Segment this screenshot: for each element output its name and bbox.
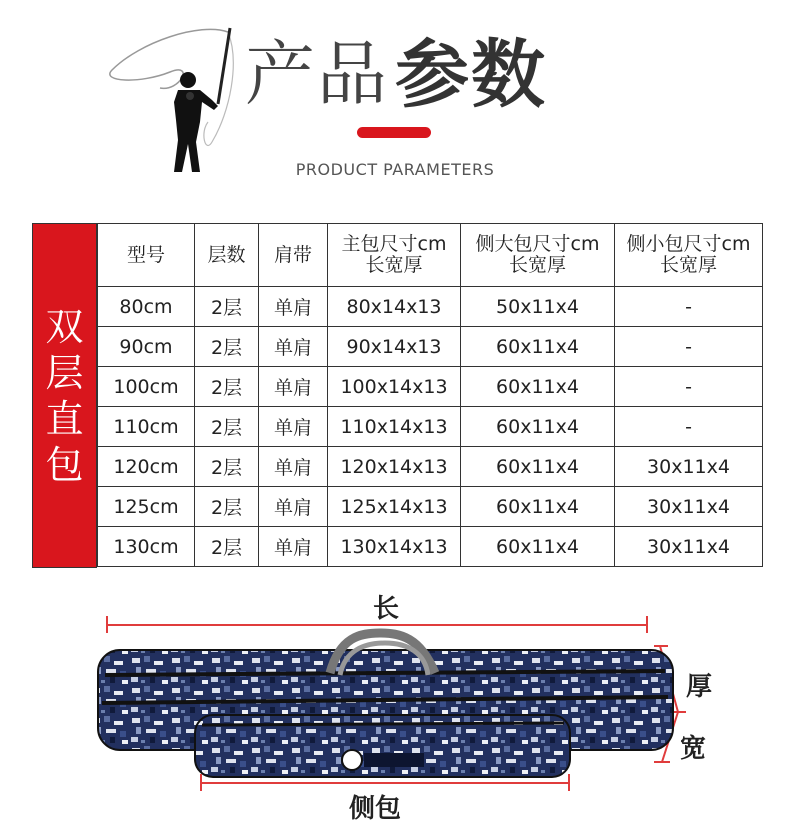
cell-main-size: 125x14x13 (328, 487, 461, 527)
cell-model: 90cm (98, 327, 195, 367)
cell-strap: 单肩 (259, 407, 328, 447)
side-label-char: 双 (45, 304, 84, 349)
cell-side-large-size: 60x11x4 (461, 407, 615, 447)
header-text: 层数 (207, 243, 246, 266)
cell-main-size: 130x14x13 (328, 527, 461, 567)
side-label-char: 层 (45, 350, 84, 395)
page-subtitle (0, 160, 790, 179)
cell-strap: 单肩 (259, 327, 328, 367)
table-row (98, 407, 763, 447)
table-row (98, 487, 763, 527)
col-header-side-large-size (461, 224, 615, 287)
header-text: 肩带 (273, 243, 312, 266)
page-title-bold: 参数 (395, 32, 547, 118)
page-title-light: 产品 (245, 33, 389, 115)
length-label: 长 (373, 594, 400, 624)
header-subtext: 长宽厚 (365, 254, 423, 276)
fishing-bag-image (90, 625, 680, 785)
table-row (98, 447, 763, 487)
cell-strap: 单肩 (259, 287, 328, 327)
cell-side-small-size: 30x11x4 (615, 487, 763, 527)
side-label-cell (32, 223, 97, 568)
col-header-strap (259, 224, 328, 287)
cell-layers: 2层 (195, 487, 259, 527)
cell-side-small-size: - (615, 287, 763, 327)
cell-model: 120cm (98, 447, 195, 487)
side-pocket-dimension-line (200, 782, 570, 784)
cell-layers: 2层 (195, 367, 259, 407)
col-header-model (98, 224, 195, 287)
cell-layers: 2层 (195, 327, 259, 367)
header-text: 侧小包尺寸cm (626, 233, 751, 255)
cell-side-small-size: - (615, 327, 763, 367)
table-row (98, 527, 763, 567)
cell-side-small-size: 30x11x4 (615, 527, 763, 567)
cell-layers: 2层 (195, 447, 259, 487)
cell-side-large-size: 60x11x4 (461, 327, 615, 367)
side-label (45, 304, 85, 488)
side-label-char: 直 (45, 396, 84, 441)
cell-main-size: 120x14x13 (328, 447, 461, 487)
col-header-layers (195, 224, 259, 287)
header-text: 型号 (126, 243, 165, 266)
parameters-table (32, 223, 762, 568)
subtitle-text: PRODUCT PARAMETERS (295, 160, 495, 179)
fisherman-silhouette-icon (100, 22, 250, 182)
table-header-row (98, 224, 763, 287)
side-pocket-label: 侧包 (349, 794, 402, 824)
cell-model: 125cm (98, 487, 195, 527)
spec-table (97, 223, 763, 567)
header-subtext: 长宽厚 (659, 254, 717, 276)
cell-layers: 2层 (195, 407, 259, 447)
cell-main-size: 80x14x13 (328, 287, 461, 327)
col-header-main-size (328, 224, 461, 287)
cell-model: 130cm (98, 527, 195, 567)
side-pocket-dimension-cap-left (200, 774, 202, 791)
header-text: 侧大包尺寸cm (475, 233, 600, 255)
cell-strap: 单肩 (259, 487, 328, 527)
cell-side-small-size: - (615, 367, 763, 407)
cell-strap: 单肩 (259, 527, 328, 567)
title-divider (357, 127, 431, 138)
header-subtext: 长宽厚 (508, 254, 566, 276)
cell-layers: 2层 (195, 287, 259, 327)
thickness-label: 厚 (686, 672, 713, 702)
cell-side-large-size: 50x11x4 (461, 287, 615, 327)
cell-main-size: 110x14x13 (328, 407, 461, 447)
table-row (98, 327, 763, 367)
header-text: 主包尺寸cm (341, 233, 447, 255)
width-label: 宽 (680, 734, 707, 764)
cell-side-large-size: 60x11x4 (461, 367, 615, 407)
cell-model: 80cm (98, 287, 195, 327)
cell-model: 110cm (98, 407, 195, 447)
cell-strap: 单肩 (259, 447, 328, 487)
table-row (98, 287, 763, 327)
cell-model: 100cm (98, 367, 195, 407)
side-pocket-dimension-cap-right (568, 774, 570, 791)
col-header-side-small-size (615, 224, 763, 287)
cell-side-large-size: 60x11x4 (461, 487, 615, 527)
cell-main-size: 90x14x13 (328, 327, 461, 367)
cell-main-size: 100x14x13 (328, 367, 461, 407)
cell-side-small-size: 30x11x4 (615, 447, 763, 487)
cell-side-large-size: 60x11x4 (461, 447, 615, 487)
cell-side-small-size: - (615, 407, 763, 447)
cell-side-large-size: 60x11x4 (461, 527, 615, 567)
cell-layers: 2层 (195, 527, 259, 567)
side-label-char: 包 (45, 442, 84, 487)
table-row (98, 367, 763, 407)
cell-strap: 单肩 (259, 367, 328, 407)
